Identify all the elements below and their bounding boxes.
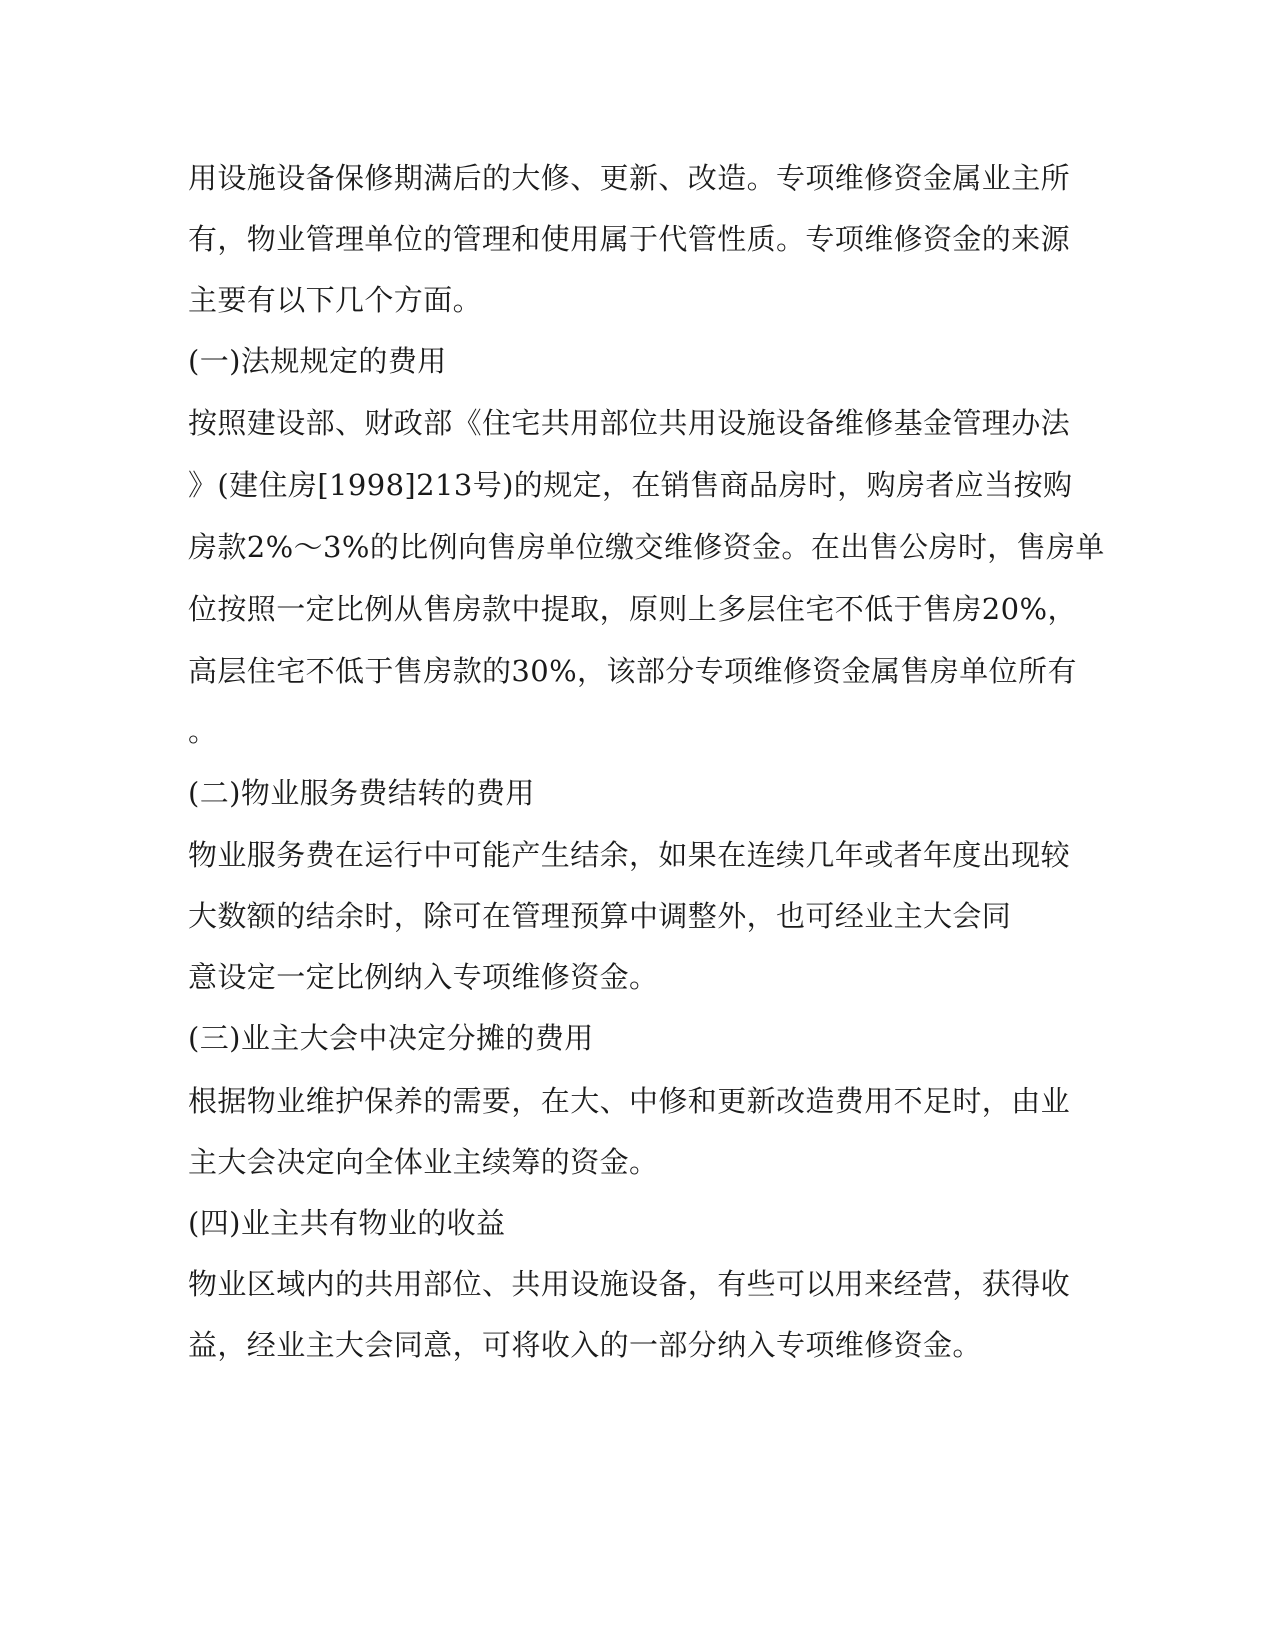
paragraph-line: 有，物业管理单位的管理和使用属于代管性质。专项维修资金的来源 bbox=[188, 222, 1071, 256]
paragraph-line: 房款2%～3%的比例向售房单位缴交维修资金。在出售公房时，售房单 bbox=[188, 530, 1105, 564]
section-heading: (四)业主共有物业的收益 bbox=[188, 1206, 506, 1240]
paragraph-line: 位按照一定比例从售房款中提取，原则上多层住宅不低于售房20%， bbox=[188, 592, 1077, 626]
paragraph-line: 主要有以下几个方面。 bbox=[188, 283, 483, 317]
paragraph-line: 》(建住房[1998]213号)的规定，在销售商品房时，购房者应当按购 bbox=[188, 468, 1073, 502]
paragraph-line: 大数额的结余时，除可在管理预算中调整外，也可经业主大会同 bbox=[188, 899, 1012, 933]
paragraph-line: 意设定一定比例纳入专项维修资金。 bbox=[188, 960, 659, 994]
paragraph-line: 益，经业主大会同意，可将收入的一部分纳入专项维修资金。 bbox=[188, 1328, 982, 1362]
paragraph-line: 主大会决定向全体业主续筹的资金。 bbox=[188, 1145, 659, 1179]
section-heading: (二)物业服务费结转的费用 bbox=[188, 776, 535, 810]
paragraph-line: 根据物业维护保养的需要，在大、中修和更新改造费用不足时，由业 bbox=[188, 1084, 1071, 1118]
paragraph-line: 高层住宅不低于售房款的30%，该部分专项维修资金属售房单位所有 bbox=[188, 654, 1077, 688]
paragraph-line: 用设施设备保修期满后的大修、更新、改造。专项维修资金属业主所 bbox=[188, 161, 1071, 195]
section-heading: (一)法规规定的费用 bbox=[188, 344, 447, 378]
paragraph-line: 按照建设部、财政部《住宅共用部位共用设施设备维修基金管理办法 bbox=[188, 406, 1071, 440]
section-heading: (三)业主大会中决定分摊的费用 bbox=[188, 1021, 594, 1055]
paragraph-line: 。 bbox=[188, 714, 218, 748]
paragraph-line: 物业区域内的共用部位、共用设施设备，有些可以用来经营，获得收 bbox=[188, 1267, 1071, 1301]
paragraph-line: 物业服务费在运行中可能产生结余，如果在连续几年或者年度出现较 bbox=[188, 838, 1071, 872]
